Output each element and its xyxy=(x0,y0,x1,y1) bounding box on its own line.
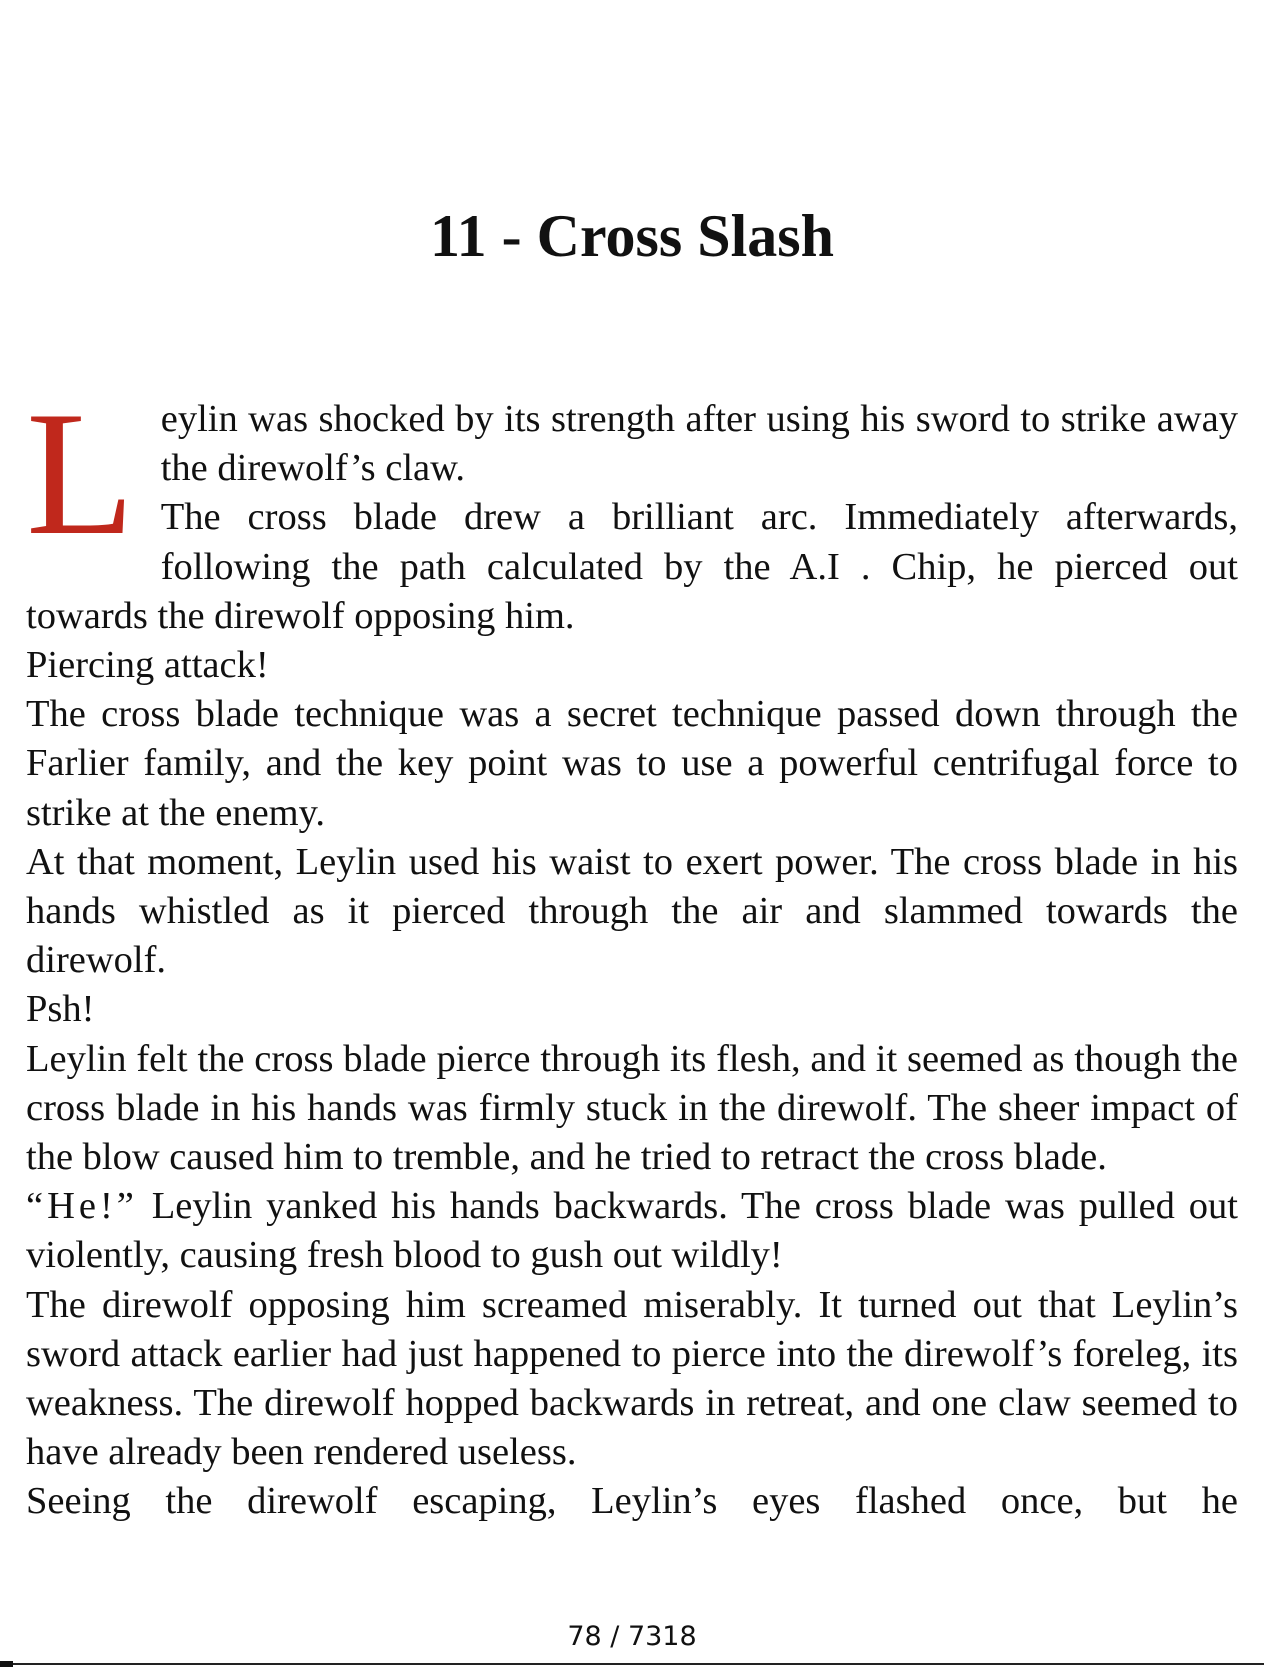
reading-progress-bar[interactable] xyxy=(0,1663,1264,1665)
paragraph: At that moment, Leylin used his waist to exert power. The cross blade in his hands whistled as it pierced through the air and slammed towards the direwolf. xyxy=(26,840,1238,982)
chapter-body xyxy=(26,374,1238,1527)
paragraph-text: Leylin yanked his hands backwards. The cross blade was pulled out violently, causing fresh blood to gush out wildly! xyxy=(26,1185,1238,1277)
dialogue-quote: “He!” xyxy=(26,1185,138,1228)
paragraph: The cross blade drew a brilliant arc. Immediately afterwards, following the path calculated by the A.I . Chip, he pierced out towards the direwolf opposing him. xyxy=(26,496,1238,637)
paragraph xyxy=(26,1182,1238,1280)
chapter-title: 11 - Cross Slash xyxy=(429,203,834,269)
drop-cap: L xyxy=(26,374,135,572)
paragraph: Piercing attack! xyxy=(26,644,269,687)
reading-progress-fill xyxy=(0,1661,13,1667)
paragraph: The cross blade technique was a secret technique passed down through the Farlier family, and the key point was to use a powerful centrifugal force to strike at the enemy. xyxy=(26,693,1238,834)
paragraph: Psh! xyxy=(26,988,95,1031)
paragraph: Seeing the direwolf escaping, Leylin’s eyes flashed once, but he xyxy=(26,1480,1238,1523)
paragraph: The direwolf opposing him screamed miserably. It turned out that Leylin’s sword attack earlier had just happened to pierce into the direwolf’s foreleg, its weakness. The direwolf hopped backwards in retreat, and one claw seemed to have already been rendered useless. xyxy=(26,1283,1238,1474)
page-indicator: 78 / 7318 xyxy=(567,1621,697,1652)
paragraph-text: eylin was shocked by its strength after using his sword to strike away the direwolf’s claw. xyxy=(160,398,1238,490)
paragraph: Leylin felt the cross blade pierce through its flesh, and it seemed as though the cross blade in his hands was firmly stuck in the direwolf. The sheer impact of the blow caused him to tremble, and he tried to retract the cross blade. xyxy=(26,1037,1238,1179)
